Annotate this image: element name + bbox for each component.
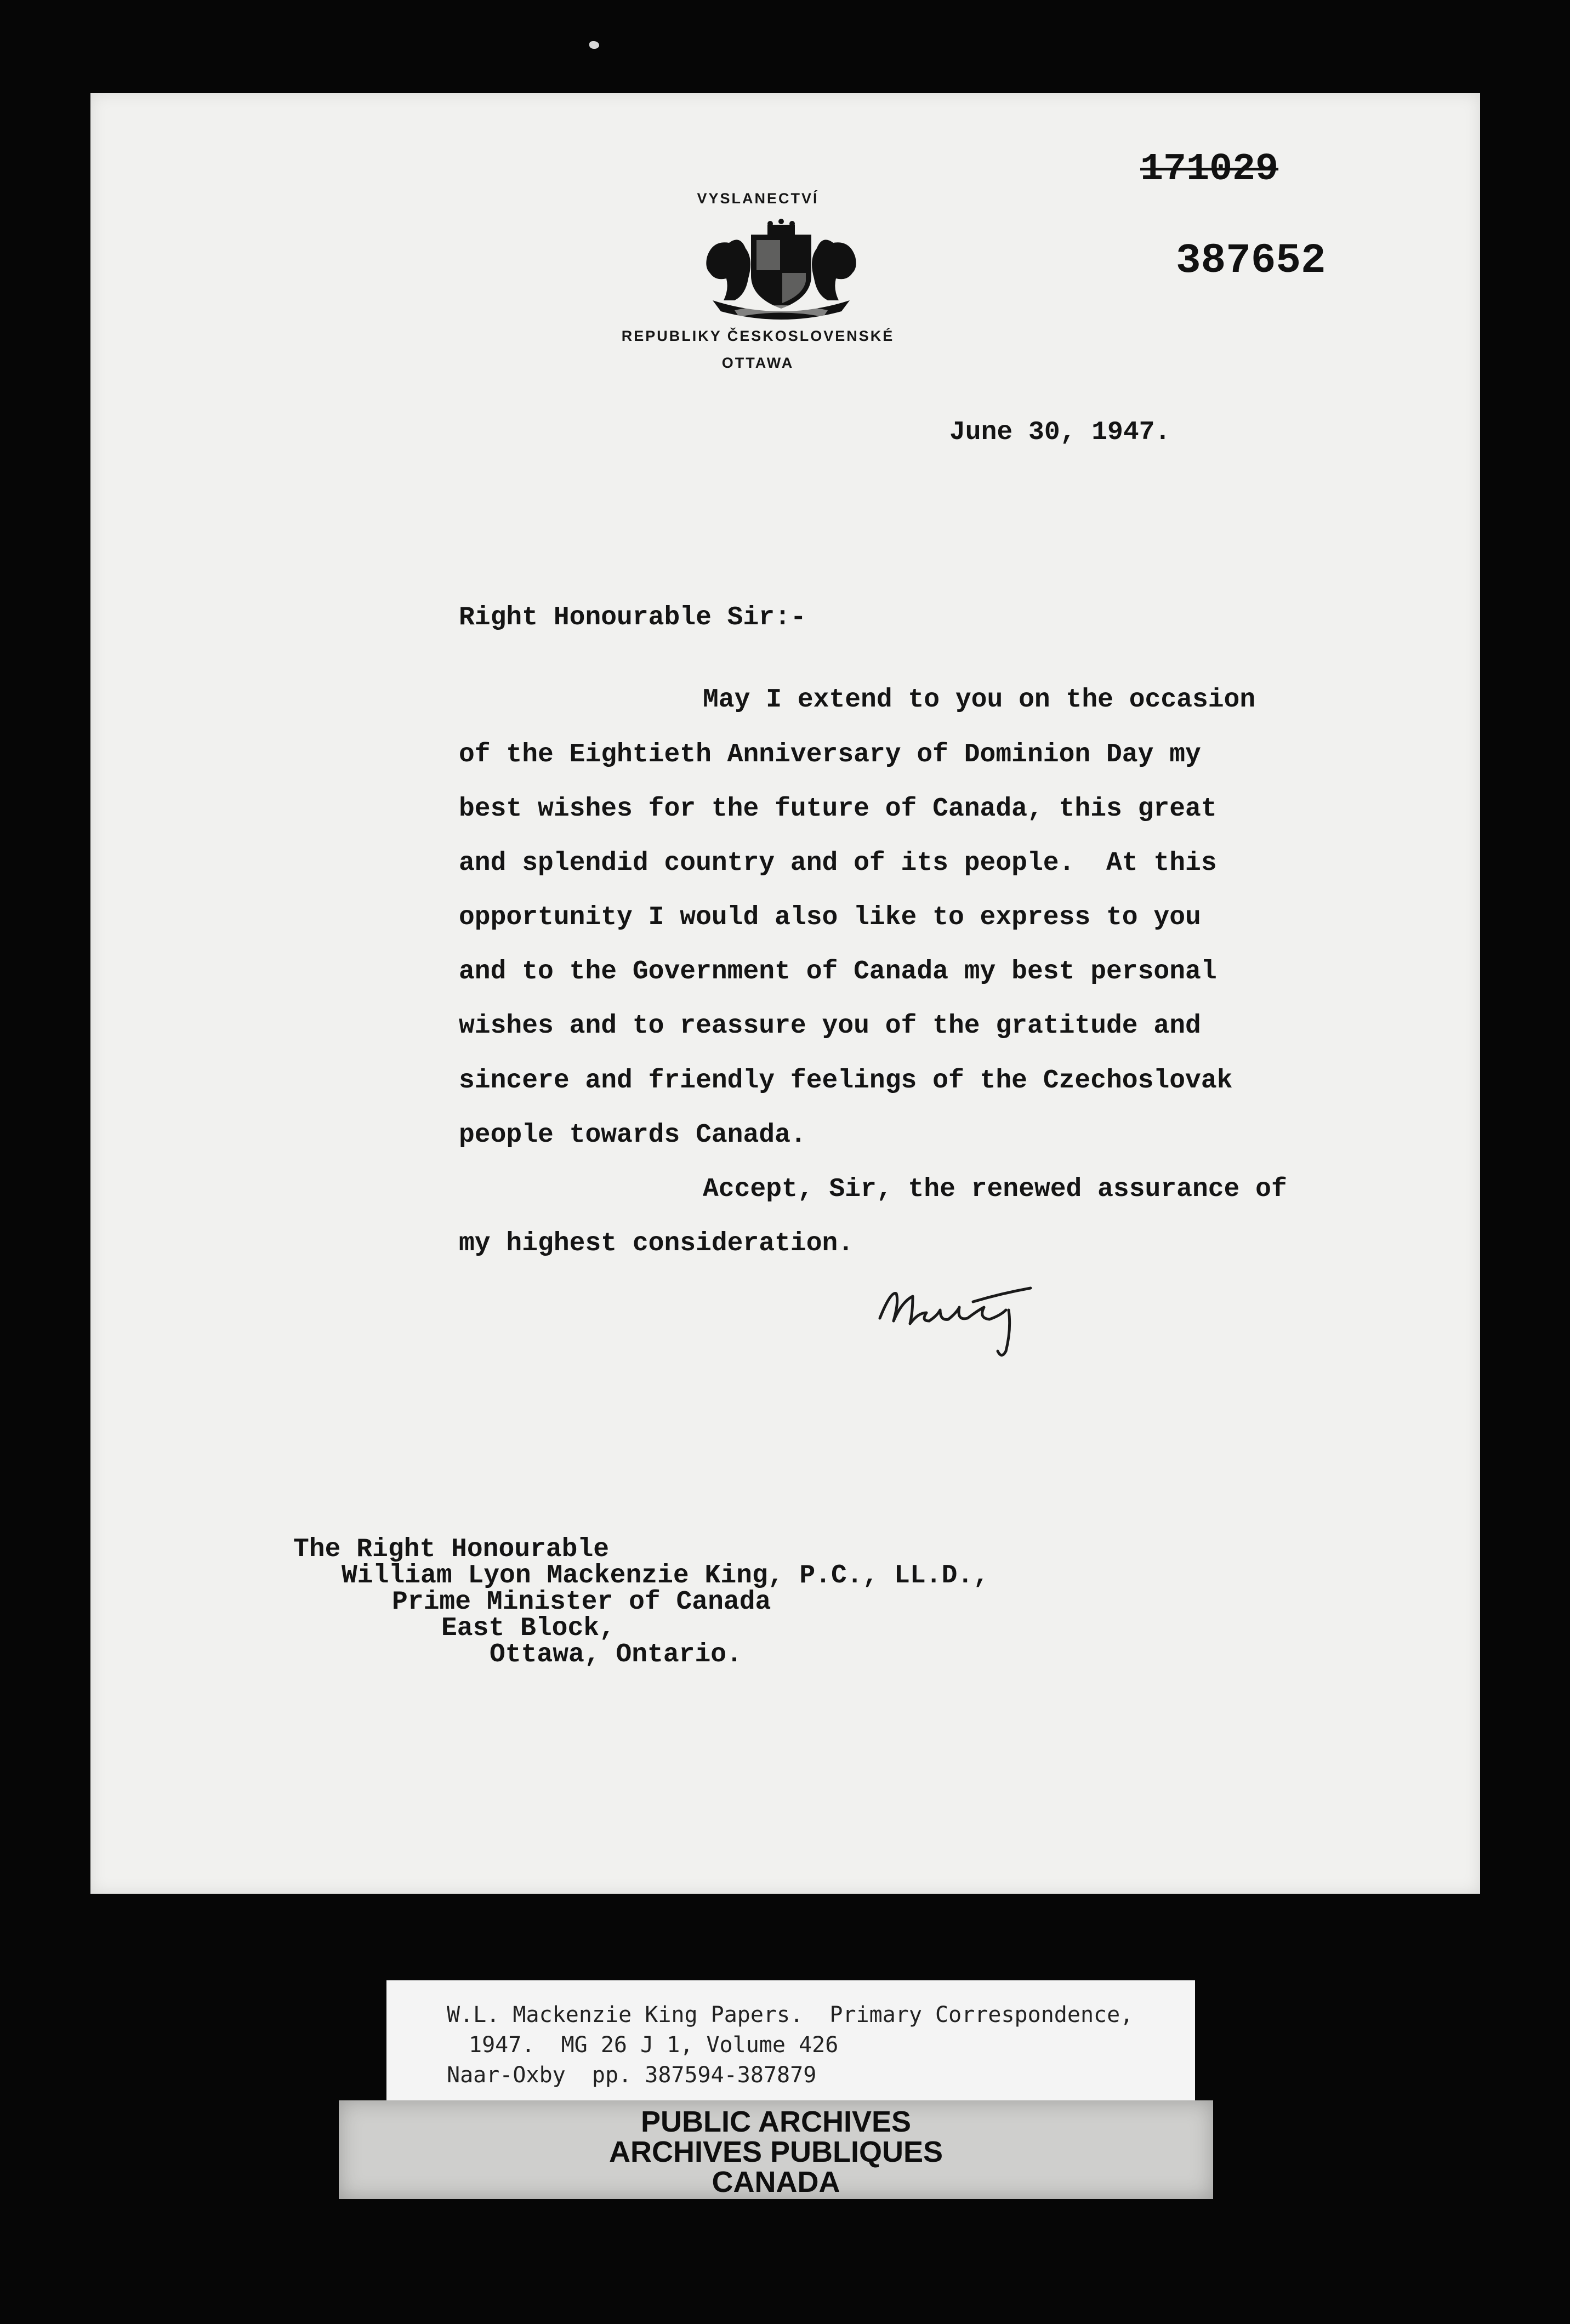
struck-document-number: 171029 <box>1140 148 1279 191</box>
stamp-line: PUBLIC ARCHIVES <box>640 2105 912 2138</box>
salutation: Right Honourable Sir:- <box>459 603 806 633</box>
coat-of-arms-icon <box>702 218 861 322</box>
body-line: May I extend to you on the occasion <box>703 685 1256 715</box>
letterhead-city: OTTAWA <box>721 355 794 371</box>
recipient-line: Ottawa, Ontario. <box>490 1640 742 1670</box>
archive-label-line: W.L. Mackenzie King Papers. Primary Correspondence, <box>447 2002 1134 2027</box>
body-line: sincere and friendly feelings of the Czechoslovak <box>459 1066 1233 1096</box>
body-line: and to the Government of Canada my best personal <box>459 957 1217 987</box>
stamp-line: ARCHIVES PUBLIQUES <box>608 2135 943 2168</box>
document-number: 387652 <box>1176 237 1326 284</box>
body-line: opportunity I would also like to express to you <box>459 903 1201 932</box>
handwritten-signature <box>874 1269 1050 1362</box>
public-archives-stamp <box>339 2100 1213 2199</box>
recipient-line: The Right Honourable <box>293 1535 610 1564</box>
film-speck <box>589 41 599 49</box>
body-line: people towards Canada. <box>459 1120 806 1150</box>
body-line: wishes and to reassure you of the gratitude and <box>459 1011 1201 1041</box>
recipient-line: East Block, <box>441 1614 615 1643</box>
body-line: best wishes for the future of Canada, this great <box>459 794 1217 824</box>
recipient-line: William Lyon Mackenzie King, P.C., LL.D., <box>342 1561 989 1591</box>
letter-date: June 30, 1947. <box>949 418 1171 447</box>
body-line: Accept, Sir, the renewed assurance of <box>703 1175 1287 1204</box>
archive-label-line: Naar-Oxby pp. 387594-387879 <box>447 2063 817 2088</box>
body-line: my highest consideration. <box>459 1229 854 1258</box>
letterhead-top: VYSLANECTVÍ <box>697 190 819 207</box>
archive-label-line: 1947. MG 26 J 1, Volume 426 <box>469 2032 839 2058</box>
archive-reference-label <box>386 1980 1195 2105</box>
recipient-line: Prime Minister of Canada <box>392 1587 771 1617</box>
letterhead-bottom: REPUBLIKY ČESKOSLOVENSKÉ <box>621 328 895 344</box>
stamp-line: CANADA <box>712 2166 840 2198</box>
body-line: and splendid country and of its people. At this <box>459 848 1217 878</box>
body-line: of the Eightieth Anniversary of Dominion Day my <box>459 740 1201 770</box>
letter-page <box>90 93 1480 1894</box>
